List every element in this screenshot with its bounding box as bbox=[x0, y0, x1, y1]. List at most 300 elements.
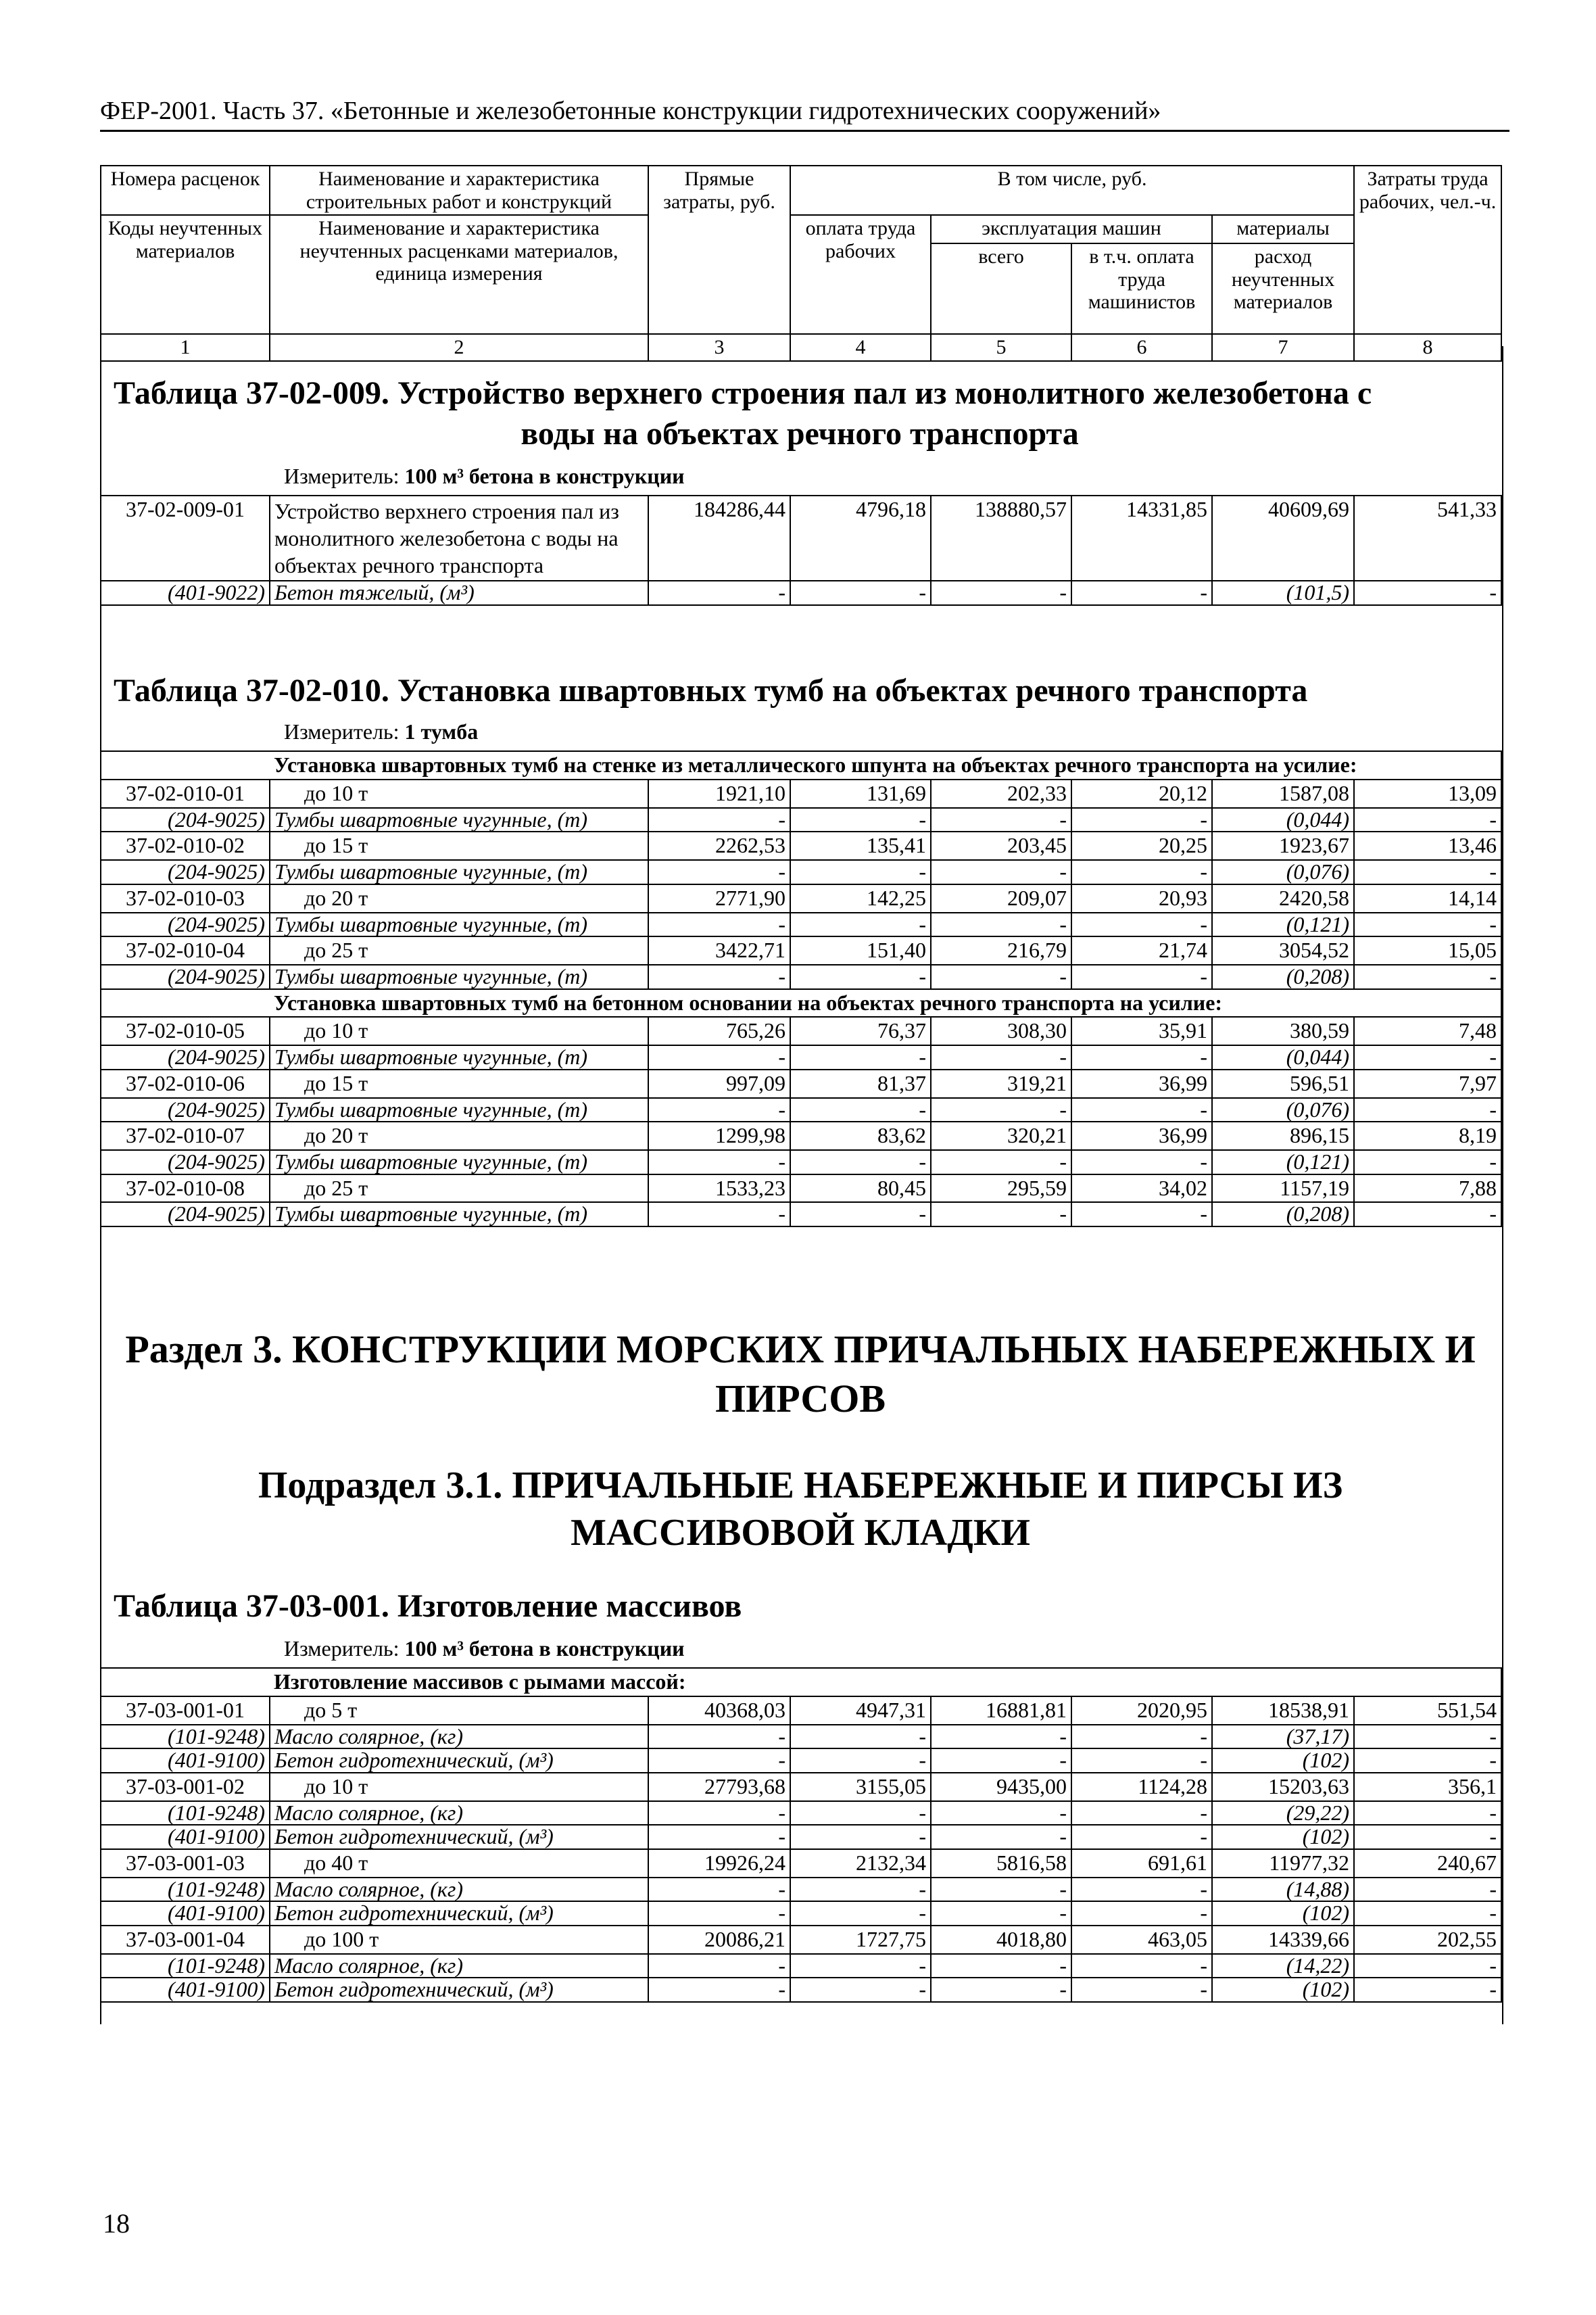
labor-cost: 135,41 bbox=[790, 832, 931, 860]
subsection-title bbox=[100, 1462, 1501, 1556]
machines-header: эксплуатация машин bbox=[931, 215, 1212, 243]
dash: - bbox=[790, 965, 931, 989]
machinists-cost: 20,12 bbox=[1071, 780, 1212, 808]
dash: - bbox=[931, 1748, 1071, 1773]
material-row bbox=[101, 581, 1501, 605]
dash: - bbox=[648, 1901, 790, 1926]
table-009-title-line1: Таблица 37-02-009. Устройство верхнего строения пал из монолитного железобетона с bbox=[114, 375, 1372, 411]
group-header: Установка швартовных тумб на бетонном основании на объектах речного транспорта на усилие: bbox=[270, 989, 1501, 1018]
dash: - bbox=[1354, 1801, 1501, 1825]
material-code: (401-9022) bbox=[101, 581, 270, 605]
material-code: (204-9025) bbox=[101, 1098, 270, 1122]
work-name: до 10 т bbox=[270, 1017, 648, 1045]
work-name: до 25 т bbox=[270, 936, 648, 965]
dash: - bbox=[790, 1825, 931, 1849]
dash: - bbox=[1071, 1878, 1212, 1902]
material-qty: (14,22) bbox=[1212, 1954, 1354, 1978]
material-name: Тумбы швартовные чугунные, (т) bbox=[270, 860, 648, 884]
material-name: Бетон гидротехнический, (м³) bbox=[270, 1978, 648, 2002]
direct-cost: 27793,68 bbox=[648, 1773, 790, 1801]
labor-cost: 131,69 bbox=[790, 780, 931, 808]
material-code: (204-9025) bbox=[101, 913, 270, 937]
dash: - bbox=[1354, 1878, 1501, 1902]
col8-header: Затраты труда рабочих, чел.-ч. bbox=[1354, 166, 1501, 334]
col1-bottom-header: Коды неучтенных материалов bbox=[101, 215, 270, 334]
labor-cost: 83,62 bbox=[790, 1122, 931, 1150]
dash: - bbox=[931, 1901, 1071, 1926]
dash: - bbox=[790, 913, 931, 937]
dash: - bbox=[1354, 1748, 1501, 1773]
material-name: Бетон гидротехнический, (м³) bbox=[270, 1825, 648, 1849]
subsection-title-line2: МАССИВОВОЙ КЛАДКИ bbox=[571, 1512, 1030, 1554]
material-name: Бетон тяжелый, (м³) bbox=[270, 581, 648, 605]
dash: - bbox=[648, 1748, 790, 1773]
direct-cost: 40368,03 bbox=[648, 1696, 790, 1725]
table-row bbox=[101, 496, 1501, 581]
labor-hours: 13,46 bbox=[1354, 832, 1501, 860]
labor-hours: 8,19 bbox=[1354, 1122, 1501, 1150]
labor-cost: 76,37 bbox=[790, 1017, 931, 1045]
dash: - bbox=[931, 965, 1071, 989]
dash: - bbox=[790, 1098, 931, 1122]
table-row bbox=[101, 1174, 1501, 1203]
material-name: Масло солярное, (кг) bbox=[270, 1725, 648, 1749]
material-code: (204-9025) bbox=[101, 965, 270, 989]
work-name: до 25 т bbox=[270, 1174, 648, 1203]
direct-cost: 3422,71 bbox=[648, 936, 790, 965]
material-qty: (0,121) bbox=[1212, 1150, 1354, 1174]
rate-code: 37-02-010-07 bbox=[101, 1122, 270, 1150]
dash: - bbox=[1071, 1045, 1212, 1070]
col-number: 5 bbox=[931, 334, 1071, 361]
dash: - bbox=[1071, 913, 1212, 937]
materials-cost: 15203,63 bbox=[1212, 1773, 1354, 1801]
meter-label: Измеритель: bbox=[284, 1636, 400, 1661]
direct-cost: 2771,90 bbox=[648, 884, 790, 913]
machines-cost: 16881,81 bbox=[931, 1696, 1071, 1725]
labor-hours: 202,55 bbox=[1354, 1926, 1501, 1954]
table-009 bbox=[100, 495, 1502, 606]
dash: - bbox=[790, 1202, 931, 1226]
dash: - bbox=[1354, 1901, 1501, 1926]
machines-cost: 202,33 bbox=[931, 780, 1071, 808]
table-010-title: Таблица 37-02-010. Установка швартовных тумб на объектах речного транспорта bbox=[114, 673, 1308, 709]
table-row bbox=[101, 832, 1501, 860]
labor-hours: 13,09 bbox=[1354, 780, 1501, 808]
material-qty: (29,22) bbox=[1212, 1801, 1354, 1825]
dash: - bbox=[648, 1825, 790, 1849]
dash: - bbox=[931, 1825, 1071, 1849]
dash: - bbox=[648, 1725, 790, 1749]
machinists-cost: 34,02 bbox=[1071, 1174, 1212, 1203]
table-301-meter bbox=[284, 1636, 685, 1661]
materials-cost: 380,59 bbox=[1212, 1017, 1354, 1045]
table-row bbox=[101, 1926, 1501, 1954]
dash: - bbox=[1071, 1978, 1212, 2002]
dash: - bbox=[1071, 860, 1212, 884]
machines-cost: 4018,80 bbox=[931, 1926, 1071, 1954]
table-009-title bbox=[114, 373, 1486, 454]
work-name: до 10 т bbox=[270, 1773, 648, 1801]
dash: - bbox=[790, 1725, 931, 1749]
dash: - bbox=[648, 1954, 790, 1978]
material-name: Тумбы швартовные чугунные, (т) bbox=[270, 808, 648, 832]
material-code: (204-9025) bbox=[101, 808, 270, 832]
dash: - bbox=[790, 1045, 931, 1070]
table-301 bbox=[100, 1667, 1502, 2003]
direct-cost: 20086,21 bbox=[648, 1926, 790, 1954]
rate-code: 37-02-010-04 bbox=[101, 936, 270, 965]
labor-cost: 151,40 bbox=[790, 936, 931, 965]
dash: - bbox=[931, 1045, 1071, 1070]
material-code: (401-9100) bbox=[101, 1748, 270, 1773]
dash: - bbox=[790, 1878, 931, 1902]
machinists-cost: 36,99 bbox=[1071, 1070, 1212, 1098]
machines-cost: 216,79 bbox=[931, 936, 1071, 965]
meter-label: Измеритель: bbox=[284, 464, 400, 488]
table-row bbox=[101, 1122, 1501, 1150]
table-row bbox=[101, 1070, 1501, 1098]
table-row bbox=[101, 1017, 1501, 1045]
materials-cost: 1157,19 bbox=[1212, 1174, 1354, 1203]
material-qty: (0,121) bbox=[1212, 913, 1354, 937]
direct-cost: 19926,24 bbox=[648, 1849, 790, 1878]
dash: - bbox=[931, 1150, 1071, 1174]
dash: - bbox=[1354, 1978, 1501, 2002]
machines-cost: 138880,57 bbox=[931, 496, 1071, 581]
material-row bbox=[101, 1901, 1501, 1926]
direct-cost: 1921,10 bbox=[648, 780, 790, 808]
dash: - bbox=[1071, 1098, 1212, 1122]
machinists-cost: 1124,28 bbox=[1071, 1773, 1212, 1801]
material-row bbox=[101, 1202, 1501, 1226]
dash: - bbox=[1071, 965, 1212, 989]
material-qty: (0,044) bbox=[1212, 808, 1354, 832]
material-row bbox=[101, 1801, 1501, 1825]
material-name: Бетон гидротехнический, (м³) bbox=[270, 1748, 648, 1773]
material-code: (204-9025) bbox=[101, 860, 270, 884]
col2-top-header: Наименование и характеристика строительных работ и конструкций bbox=[270, 166, 648, 215]
dash: - bbox=[790, 1801, 931, 1825]
col5-header: всего bbox=[931, 243, 1071, 334]
materials-cost: 1587,08 bbox=[1212, 780, 1354, 808]
labor-cost: 4947,31 bbox=[790, 1696, 931, 1725]
dash: - bbox=[648, 808, 790, 832]
rate-code: 37-03-001-04 bbox=[101, 1926, 270, 1954]
table-009-meter bbox=[284, 464, 685, 489]
direct-cost: 1299,98 bbox=[648, 1122, 790, 1150]
labor-hours: 551,54 bbox=[1354, 1696, 1501, 1725]
labor-hours: 7,88 bbox=[1354, 1174, 1501, 1203]
machines-cost: 295,59 bbox=[931, 1174, 1071, 1203]
work-name: до 10 т bbox=[270, 780, 648, 808]
labor-hours: 240,67 bbox=[1354, 1849, 1501, 1878]
dash: - bbox=[1071, 1901, 1212, 1926]
labor-cost: 4796,18 bbox=[790, 496, 931, 581]
dash: - bbox=[931, 581, 1071, 605]
table-009-title-line2: воды на объектах речного транспорта bbox=[521, 416, 1079, 452]
direct-cost: 184286,44 bbox=[648, 496, 790, 581]
group-header: Установка швартовных тумб на стенке из металлического шпунта на объектах речного транспорта на усилие: bbox=[270, 751, 1501, 780]
work-name: до 20 т bbox=[270, 884, 648, 913]
running-header: ФЕР-2001. Часть 37. «Бетонные и железобетонные конструкции гидротехнических сооружений» bbox=[100, 96, 1509, 132]
dash: - bbox=[648, 1098, 790, 1122]
material-row bbox=[101, 860, 1501, 884]
dash: - bbox=[1354, 913, 1501, 937]
labor-cost: 81,37 bbox=[790, 1070, 931, 1098]
group-header-row bbox=[101, 989, 1501, 1018]
material-row bbox=[101, 1954, 1501, 1978]
dash: - bbox=[1354, 1725, 1501, 1749]
dash: - bbox=[931, 913, 1071, 937]
table-row bbox=[101, 936, 1501, 965]
dash: - bbox=[1354, 965, 1501, 989]
dash: - bbox=[648, 965, 790, 989]
table-row bbox=[101, 1773, 1501, 1801]
dash: - bbox=[931, 808, 1071, 832]
machinists-cost: 20,25 bbox=[1071, 832, 1212, 860]
dash: - bbox=[931, 1978, 1071, 2002]
materials-cost: 40609,69 bbox=[1212, 496, 1354, 581]
col1-top-header: Номера расценок bbox=[101, 166, 270, 215]
dash: - bbox=[1354, 1825, 1501, 1849]
col2-bottom-header: Наименование и характеристика неучтенных расценками материалов, единица измерения bbox=[270, 215, 648, 334]
table-row bbox=[101, 1849, 1501, 1878]
dash: - bbox=[1071, 1801, 1212, 1825]
machines-cost: 209,07 bbox=[931, 884, 1071, 913]
machines-cost: 319,21 bbox=[931, 1070, 1071, 1098]
dash: - bbox=[648, 1202, 790, 1226]
machines-cost: 5816,58 bbox=[931, 1849, 1071, 1878]
dash: - bbox=[648, 860, 790, 884]
dash: - bbox=[1354, 1954, 1501, 1978]
dash: - bbox=[790, 1150, 931, 1174]
material-qty: (37,17) bbox=[1212, 1725, 1354, 1749]
dash: - bbox=[1354, 1150, 1501, 1174]
table-row bbox=[101, 1696, 1501, 1725]
dash: - bbox=[1071, 1725, 1212, 1749]
dash: - bbox=[1071, 1954, 1212, 1978]
material-code: (204-9025) bbox=[101, 1045, 270, 1070]
dash: - bbox=[1354, 808, 1501, 832]
col-number: 6 bbox=[1071, 334, 1212, 361]
work-name: до 5 т bbox=[270, 1696, 648, 1725]
dash: - bbox=[1071, 1825, 1212, 1849]
material-row bbox=[101, 1748, 1501, 1773]
dash: - bbox=[931, 1202, 1071, 1226]
material-qty: (14,88) bbox=[1212, 1878, 1354, 1902]
group-header-row bbox=[101, 1668, 1501, 1696]
material-row bbox=[101, 1878, 1501, 1902]
col7-header: расход неучтенных материалов bbox=[1212, 243, 1354, 334]
group-header-row bbox=[101, 751, 1501, 780]
machines-cost: 308,30 bbox=[931, 1017, 1071, 1045]
materials-cost: 2420,58 bbox=[1212, 884, 1354, 913]
materials-cost: 596,51 bbox=[1212, 1070, 1354, 1098]
material-qty: (102) bbox=[1212, 1825, 1354, 1849]
dash: - bbox=[790, 1901, 931, 1926]
rate-code: 37-03-001-01 bbox=[101, 1696, 270, 1725]
machinists-cost: 35,91 bbox=[1071, 1017, 1212, 1045]
section-title-line2: ПИРСОВ bbox=[715, 1376, 886, 1421]
rate-code: 37-02-010-01 bbox=[101, 780, 270, 808]
dash: - bbox=[790, 808, 931, 832]
meter-label: Измеритель: bbox=[284, 719, 400, 744]
material-code: (401-9100) bbox=[101, 1825, 270, 1849]
rate-code: 37-02-010-03 bbox=[101, 884, 270, 913]
labor-cost: 3155,05 bbox=[790, 1773, 931, 1801]
col4-header: оплата труда рабочих bbox=[790, 215, 931, 334]
labor-hours: 541,33 bbox=[1354, 496, 1501, 581]
rate-code: 37-03-001-02 bbox=[101, 1773, 270, 1801]
materials-cost: 11977,32 bbox=[1212, 1849, 1354, 1878]
material-code: (401-9100) bbox=[101, 1978, 270, 2002]
meter-value: 100 м³ бетона в конструкции bbox=[404, 464, 685, 488]
dash: - bbox=[648, 913, 790, 937]
material-code: (204-9025) bbox=[101, 1202, 270, 1226]
dash: - bbox=[648, 1045, 790, 1070]
work-name: Устройство верхнего строения пал из монолитного железобетона с воды на объектах речного транспорта bbox=[270, 496, 648, 581]
material-row bbox=[101, 913, 1501, 937]
labor-cost: 80,45 bbox=[790, 1174, 931, 1203]
rate-code: 37-03-001-03 bbox=[101, 1849, 270, 1878]
material-qty: (102) bbox=[1212, 1748, 1354, 1773]
rate-code: 37-02-010-08 bbox=[101, 1174, 270, 1203]
meter-value: 100 м³ бетона в конструкции bbox=[404, 1636, 685, 1661]
machines-cost: 203,45 bbox=[931, 832, 1071, 860]
section-title-line1: Раздел 3. КОНСТРУКЦИИ МОРСКИХ ПРИЧАЛЬНЫХ НАБЕРЕЖНЫХ И bbox=[125, 1327, 1476, 1371]
material-name: Масло солярное, (кг) bbox=[270, 1954, 648, 1978]
materials-cost: 3054,52 bbox=[1212, 936, 1354, 965]
breakdown-header: В том числе, руб. bbox=[790, 166, 1354, 215]
dash: - bbox=[790, 1978, 931, 2002]
dash: - bbox=[931, 1878, 1071, 1902]
materials-header: материалы bbox=[1212, 215, 1354, 243]
labor-cost: 2132,34 bbox=[790, 1849, 931, 1878]
group-header: Изготовление массивов с рымами массой: bbox=[270, 1668, 1501, 1696]
material-row bbox=[101, 1978, 1501, 2002]
labor-cost: 142,25 bbox=[790, 884, 931, 913]
direct-cost: 1533,23 bbox=[648, 1174, 790, 1203]
section-title bbox=[100, 1325, 1501, 1423]
direct-cost: 997,09 bbox=[648, 1070, 790, 1098]
col-number: 3 bbox=[648, 334, 790, 361]
labor-hours: 356,1 bbox=[1354, 1773, 1501, 1801]
material-code: (401-9100) bbox=[101, 1901, 270, 1926]
machinists-cost: 691,61 bbox=[1071, 1849, 1212, 1878]
labor-hours: 15,05 bbox=[1354, 936, 1501, 965]
rate-code: 37-02-009-01 bbox=[101, 496, 270, 581]
rate-code: 37-02-010-02 bbox=[101, 832, 270, 860]
dash: - bbox=[931, 860, 1071, 884]
table-010-meter bbox=[284, 719, 478, 744]
dash: - bbox=[1071, 581, 1212, 605]
col3-header: Прямые затраты, руб. bbox=[648, 166, 790, 334]
col6-header: в т.ч. оплата труда машинистов bbox=[1071, 243, 1212, 334]
materials-cost: 1923,67 bbox=[1212, 832, 1354, 860]
dash: - bbox=[648, 1150, 790, 1174]
material-code: (101-9248) bbox=[101, 1878, 270, 1902]
material-qty: (102) bbox=[1212, 1978, 1354, 2002]
material-name: Тумбы швартовные чугунные, (т) bbox=[270, 1098, 648, 1122]
meter-value: 1 тумба bbox=[404, 719, 479, 744]
material-name: Тумбы швартовные чугунные, (т) bbox=[270, 965, 648, 989]
work-name: до 15 т bbox=[270, 1070, 648, 1098]
work-name: до 40 т bbox=[270, 1849, 648, 1878]
dash: - bbox=[790, 1954, 931, 1978]
dash: - bbox=[1354, 581, 1501, 605]
material-name: Бетон гидротехнический, (м³) bbox=[270, 1901, 648, 1926]
direct-cost: 765,26 bbox=[648, 1017, 790, 1045]
material-qty: (0,044) bbox=[1212, 1045, 1354, 1070]
dash: - bbox=[1071, 1748, 1212, 1773]
material-qty: (0,208) bbox=[1212, 965, 1354, 989]
dash: - bbox=[931, 1954, 1071, 1978]
material-code: (204-9025) bbox=[101, 1150, 270, 1174]
dash: - bbox=[1354, 1202, 1501, 1226]
material-qty: (0,076) bbox=[1212, 860, 1354, 884]
machinists-cost: 36,99 bbox=[1071, 1122, 1212, 1150]
material-name: Масло солярное, (кг) bbox=[270, 1878, 648, 1902]
material-qty: (0,208) bbox=[1212, 1202, 1354, 1226]
machinists-cost: 2020,95 bbox=[1071, 1696, 1212, 1725]
material-row bbox=[101, 1045, 1501, 1070]
material-row bbox=[101, 1098, 1501, 1122]
col-number: 1 bbox=[101, 334, 270, 361]
col-number: 7 bbox=[1212, 334, 1354, 361]
material-row bbox=[101, 1150, 1501, 1174]
material-name: Масло солярное, (кг) bbox=[270, 1801, 648, 1825]
material-code: (101-9248) bbox=[101, 1725, 270, 1749]
rate-code: 37-02-010-05 bbox=[101, 1017, 270, 1045]
subsection-title-line1: Подраздел 3.1. ПРИЧАЛЬНЫЕ НАБЕРЕЖНЫЕ И ПИРСЫ ИЗ bbox=[258, 1464, 1343, 1506]
labor-hours: 7,48 bbox=[1354, 1017, 1501, 1045]
column-header-table bbox=[100, 165, 1502, 362]
material-row bbox=[101, 1725, 1501, 1749]
dash: - bbox=[1071, 1202, 1212, 1226]
material-qty: (102) bbox=[1212, 1901, 1354, 1926]
machinists-cost: 21,74 bbox=[1071, 936, 1212, 965]
material-name: Тумбы швартовные чугунные, (т) bbox=[270, 1202, 648, 1226]
dash: - bbox=[648, 1878, 790, 1902]
machinists-cost: 20,93 bbox=[1071, 884, 1212, 913]
work-name: до 20 т bbox=[270, 1122, 648, 1150]
work-name: до 15 т bbox=[270, 832, 648, 860]
material-code: (101-9248) bbox=[101, 1954, 270, 1978]
dash: - bbox=[790, 860, 931, 884]
table-301-title: Таблица 37-03-001. Изготовление массивов bbox=[114, 1588, 742, 1624]
col-number: 2 bbox=[270, 334, 648, 361]
dash: - bbox=[648, 1978, 790, 2002]
material-name: Тумбы швартовные чугунные, (т) bbox=[270, 913, 648, 937]
material-name: Тумбы швартовные чугунные, (т) bbox=[270, 1150, 648, 1174]
direct-cost: 2262,53 bbox=[648, 832, 790, 860]
table-row bbox=[101, 780, 1501, 808]
dash: - bbox=[790, 1748, 931, 1773]
dash: - bbox=[1354, 1045, 1501, 1070]
dash: - bbox=[931, 1725, 1071, 1749]
labor-hours: 7,97 bbox=[1354, 1070, 1501, 1098]
material-row bbox=[101, 808, 1501, 832]
dash: - bbox=[931, 1801, 1071, 1825]
machinists-cost: 14331,85 bbox=[1071, 496, 1212, 581]
material-row bbox=[101, 965, 1501, 989]
dash: - bbox=[1071, 1150, 1212, 1174]
materials-cost: 896,15 bbox=[1212, 1122, 1354, 1150]
materials-cost: 18538,91 bbox=[1212, 1696, 1354, 1725]
labor-cost: 1727,75 bbox=[790, 1926, 931, 1954]
dash: - bbox=[1354, 860, 1501, 884]
